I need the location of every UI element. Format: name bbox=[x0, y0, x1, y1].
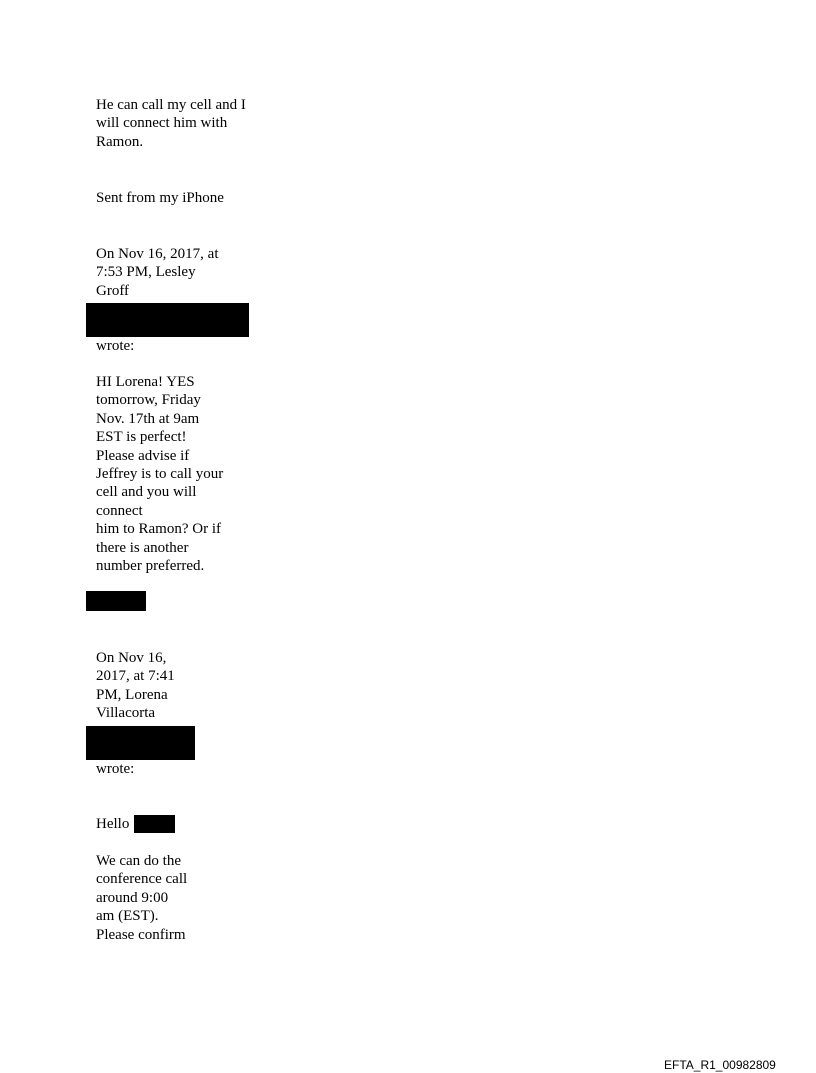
quote2-greeting: Hello bbox=[96, 816, 130, 832]
redaction-block-email-2 bbox=[86, 726, 195, 760]
redaction-block-name-2 bbox=[134, 815, 175, 833]
quote2-body: We can do the conference call around 9:00 am (EST). Please confirm bbox=[96, 853, 188, 943]
redaction-block-email-1 bbox=[86, 303, 249, 337]
quote1-header: On Nov 16, 2017, at 7:53 PM, Lesley Groff bbox=[96, 246, 219, 299]
quote2-header: On Nov 16, 2017, at 7:41 PM, Lorena Villacorta bbox=[96, 650, 175, 722]
quote1-body: HI Lorena! YES tomorrow, Friday Nov. 17th at 9am EST is perfect! Please advise if Jeffrey is to call your cell and you will connect him to Ramon? Or if there is another number preferred. bbox=[96, 374, 224, 575]
reply-text: He can call my cell and I will connect him with Ramon. bbox=[96, 97, 246, 150]
redaction-block-name-1 bbox=[86, 591, 146, 611]
signature: Sent from my iPhone bbox=[96, 190, 224, 206]
quote1-wrote: wrote: bbox=[96, 338, 135, 354]
document-id-footer: EFTA_R1_00982809 bbox=[664, 1058, 776, 1072]
quote2-wrote: wrote: bbox=[96, 761, 135, 777]
